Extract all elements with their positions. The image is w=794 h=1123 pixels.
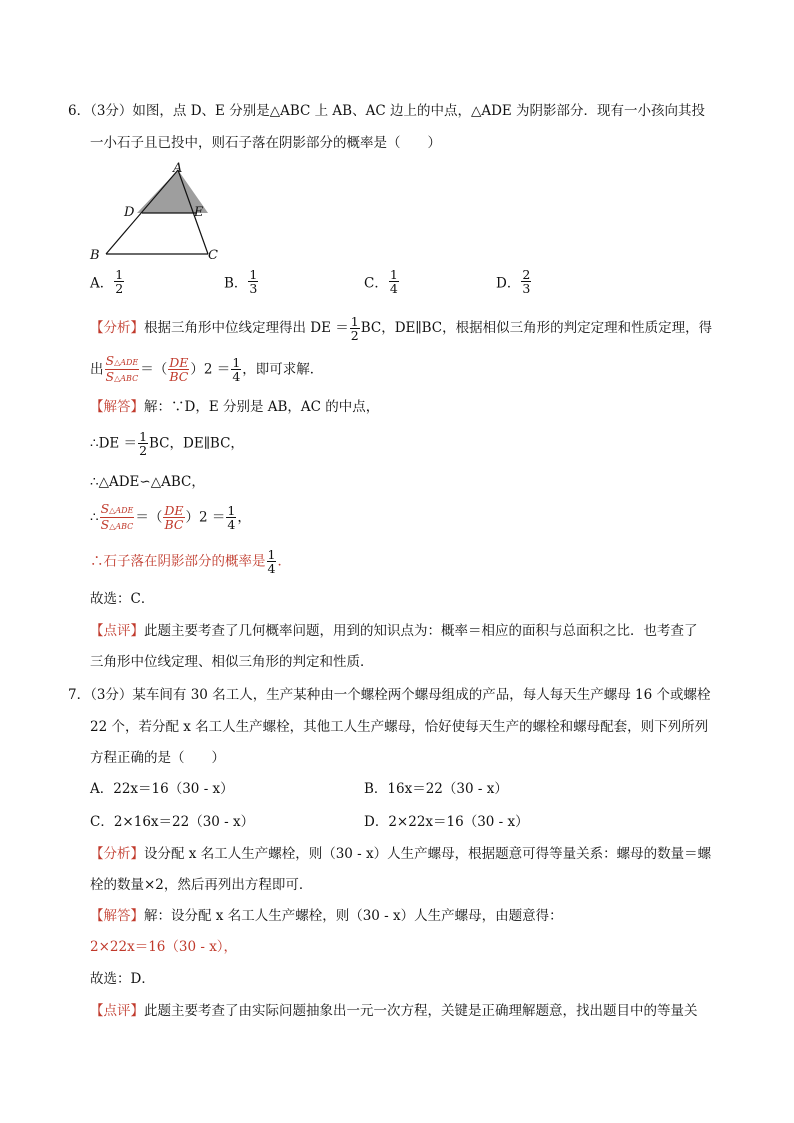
q7-option-d: D．2×22x＝16（30 - x） (364, 814, 529, 830)
q7-option-c: C．2×16x＝22（30 - x） (90, 814, 255, 830)
q7-solution-equation: 2×22x＝16（30 - x）， (90, 939, 238, 955)
q6-analysis-line1: 【分析】根据三角形中位线定理得出 DE ＝ $\frac{1}{2}$ BC，DE∥BC，根据相似三角形的判定定理和性质定理，得 (90, 314, 713, 343)
q7-stem-line3: 方程正确的是（ ） (90, 750, 225, 766)
q6-option-a: A． $\frac{1}{2}$ (90, 267, 124, 296)
q7-stem-line2: 22 个，若分配 x 名工人生产螺栓，其他工人生产螺母，恰好使每天生产的螺栓和螺母配套，则下列所列 (90, 719, 709, 735)
q6-solution-line3: ∴△ADE∽△ABC， (90, 474, 205, 490)
q7-analysis-line1: 【分析】设分配 x 名工人生产螺栓，则（30 - x）人生产螺母，根据题意可得等量关系：螺母的数量＝螺 (90, 846, 712, 862)
q6-solution-answer: 故选：C． (90, 591, 155, 607)
q6-solution-line1: 【解答】解：∵D，E 分别是 AB，AC 的中点， (90, 399, 380, 415)
q6-comment-line1: 【点评】此题主要考查了几何概率问题，用到的知识点为：概率＝相应的面积与总面积之比．也考查了 (90, 623, 698, 639)
q6-option-b: B． $\frac{1}{3}$ (224, 267, 258, 296)
q6-solution-line4: ∴ $\frac{\text{S△ADE}}{\text{S△ABC}}$ ＝（ $\frac{DE}{BC}$ ）2 ＝ $\frac{1}{4}$ ， (90, 501, 251, 532)
q7-solution-line1: 【解答】解：设分配 x 名工人生产螺栓，则（30 - x）人生产螺母，由题意得： (90, 908, 563, 924)
label-b: B (90, 248, 100, 263)
q7-stem-line1: 7．（3分）某车间有 30 名工人，生产某种由一个螺栓两个螺母组成的产品，每人每天生产螺母 16 个或螺栓 (68, 687, 711, 703)
label-e: E (194, 205, 204, 220)
q6-stem-line1: 6．（3分）如图，点 D、E 分别是△ABC 上 AB、AC 边上的中点，△ADE 为阴影部分．现有一小孩向其投 (68, 103, 706, 119)
q6-comment-line2: 三角形中位线定理、相似三角形的判定和性质． (90, 654, 374, 670)
q7-comment-line1: 【点评】此题主要考查了由实际问题抽象出一元一次方程，关键是正确理解题意，找出题目中的等量关 (90, 1003, 698, 1019)
q6-option-c: C． $\frac{1}{4}$ (364, 267, 398, 296)
label-c: C (208, 248, 218, 263)
q7-analysis-line2: 栓的数量×2，然后再列出方程即可． (90, 877, 313, 893)
q6-analysis-line2: 出 $\frac{\text{S△ADE}}{\text{S△ABC}}$ ＝（ $\frac{DE}{BC}$ ）2 ＝ $\frac{1}{4}$ ，即可求解． (90, 353, 324, 384)
triangle-figure (84, 158, 234, 264)
label-a: A (173, 161, 183, 176)
q6-solution-line5: ∴石子落在阴影部分的概率是 $\frac{1}{4}$ ． (90, 547, 291, 576)
q7-solution-answer: 故选：D． (90, 971, 155, 987)
q7-option-b: B．16x＝22（30 - x） (364, 781, 508, 797)
q6-option-d: D． $\frac{2}{3}$ (496, 267, 531, 296)
q6-solution-line2: ∴DE ＝ $\frac{1}{2}$ BC，DE∥BC， (90, 429, 244, 458)
q6-stem-line2: 一小石子且已投中，则石子落在阴影部分的概率是（ ） (90, 135, 441, 151)
q7-option-a: A．22x＝16（30 - x） (90, 781, 234, 797)
label-d: D (124, 205, 135, 220)
